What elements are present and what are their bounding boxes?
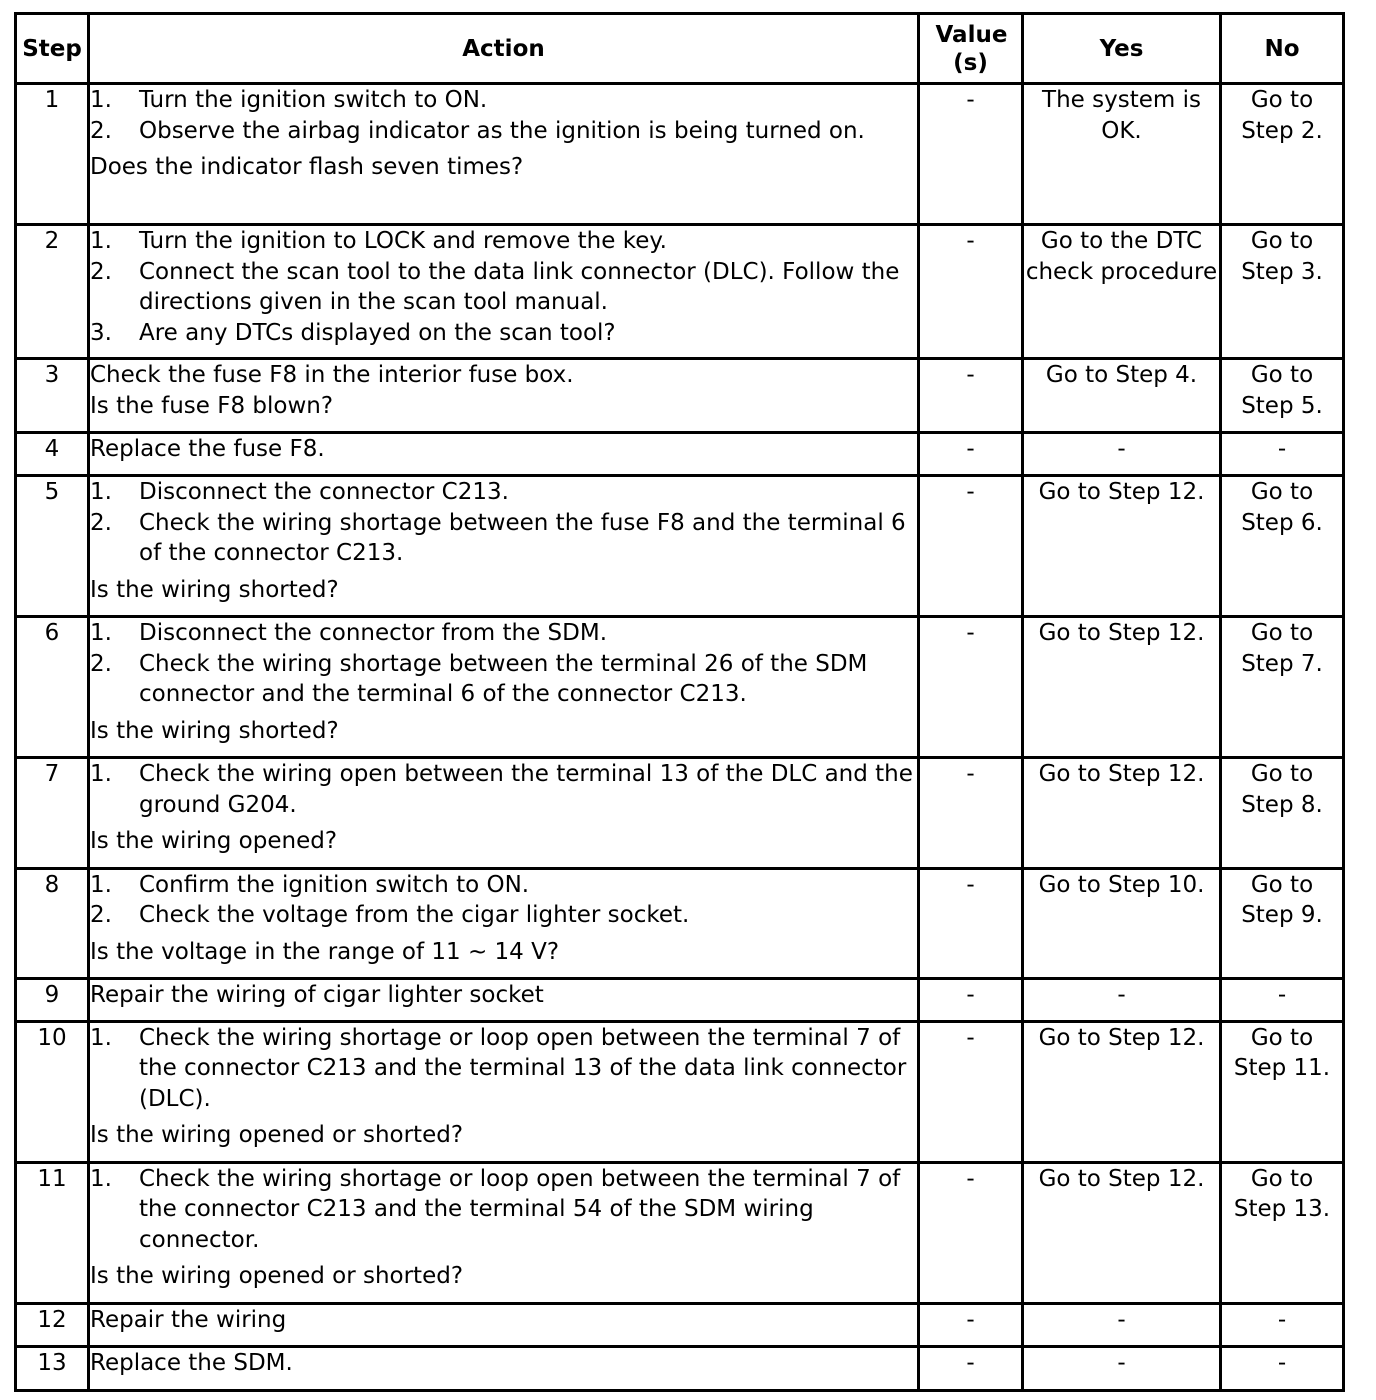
value-cell: - [920, 1348, 1024, 1392]
action-step-item: 1. Check the wiring shortage or loop open between the terminal 7 of the connector C213 and the terminal 13 of the data link connector (DLC). [90, 1024, 907, 1112]
action-text: Repair the wiring [90, 1306, 287, 1333]
value-cell: - [920, 980, 1024, 1023]
yes-cell: - [1024, 1348, 1222, 1392]
action-question: Is the wiring opened or shorted? [90, 1263, 464, 1290]
action-question: Is the fuse F8 blown? [90, 392, 334, 419]
table-row [17, 1164, 1345, 1305]
action-step-item: 2. Connect the scan tool to the data link connector (DLC). Follow the directions given in the scan tool manual. [90, 258, 900, 316]
action-question: Is the wiring opened or shorted? [90, 1122, 464, 1149]
action-step-item: 3. Are any DTCs displayed on the scan tool? [90, 319, 616, 346]
value-cell: - [920, 360, 1024, 434]
action-steps [90, 870, 917, 931]
diagnostic-table [14, 12, 1345, 1392]
no-cell: Go to Step 7. [1222, 618, 1345, 759]
table-row [17, 434, 1345, 477]
action-cell [90, 980, 920, 1023]
yes-cell: Go to Step 12. [1024, 618, 1222, 759]
action-steps [90, 477, 917, 569]
yes-cell: - [1024, 980, 1222, 1023]
header-no: No [1222, 15, 1345, 85]
action-cell [90, 759, 920, 869]
action-question: Is the voltage in the range of 11 ~ 14 V? [90, 938, 560, 965]
action-cell [90, 1023, 920, 1164]
action-step-item: 1. Confirm the ignition switch to ON. [90, 871, 530, 898]
action-cell [90, 226, 920, 360]
yes-cell: Go to Step 12. [1024, 1164, 1222, 1305]
step-number: 11 [17, 1164, 90, 1305]
action-cell [90, 870, 920, 980]
action-text: Replace the SDM. [90, 1349, 293, 1376]
action-steps [90, 226, 917, 348]
action-steps [90, 85, 917, 146]
action-cell [90, 1348, 920, 1392]
no-cell: Go to Step 13. [1222, 1164, 1345, 1305]
action-question: Does the indicator flash seven times? [90, 154, 524, 180]
header-step: Step [17, 15, 90, 85]
value-cell: - [920, 477, 1024, 618]
action-text: Replace the fuse F8. [90, 436, 325, 463]
value-cell: - [920, 434, 1024, 477]
table-row [17, 980, 1345, 1023]
step-number: 7 [17, 759, 90, 869]
yes-cell: Go to Step 12. [1024, 759, 1222, 869]
no-cell: Go to Step 11. [1222, 1023, 1345, 1164]
value-cell: - [920, 226, 1024, 360]
action-step-item: 2. Check the wiring shortage between the terminal 26 of the SDM connector and the terminal 6 of the connector C213. [90, 650, 868, 708]
yes-cell: The system is OK. [1024, 85, 1222, 226]
step-number: 3 [17, 360, 90, 434]
action-cell [90, 1164, 920, 1305]
action-step-item: 1. Disconnect the connector from the SDM. [90, 620, 608, 647]
step-number: 2 [17, 226, 90, 360]
yes-cell: Go to Step 4. [1024, 360, 1222, 434]
action-steps [90, 759, 917, 820]
header-row [17, 15, 1345, 85]
table-row [17, 759, 1345, 869]
action-step-item: 1. Check the wiring shortage or loop open between the terminal 7 of the connector C213 and the terminal 54 of the SDM wiring connector. [90, 1165, 901, 1253]
action-question: Is the wiring opened? [90, 828, 338, 855]
action-steps [90, 618, 917, 710]
no-cell: Go to Step 3. [1222, 226, 1345, 360]
table-row [17, 1305, 1345, 1348]
step-number: 10 [17, 1023, 90, 1164]
action-step-item: 1. Turn the ignition switch to ON. [90, 87, 488, 113]
action-text: Check the fuse F8 in the interior fuse box. [90, 362, 574, 389]
no-cell: Go to Step 6. [1222, 477, 1345, 618]
action-step-item: 2. Check the wiring shortage between the fuse F8 and the terminal 6 of the connector C213. [90, 509, 906, 567]
no-cell: Go to Step 5. [1222, 360, 1345, 434]
value-cell: - [920, 1164, 1024, 1305]
yes-cell: - [1024, 1305, 1222, 1348]
no-cell: - [1222, 1305, 1345, 1348]
step-number: 4 [17, 434, 90, 477]
action-cell [90, 360, 920, 434]
action-step-item: 1. Check the wiring open between the terminal 13 of the DLC and the ground G204. [90, 761, 913, 818]
table-row [17, 226, 1345, 360]
step-number: 5 [17, 477, 90, 618]
table-row [17, 618, 1345, 759]
yes-cell: Go to Step 12. [1024, 477, 1222, 618]
action-steps [90, 1023, 917, 1115]
no-cell: - [1222, 980, 1345, 1023]
no-cell: - [1222, 1348, 1345, 1392]
action-cell [90, 618, 920, 759]
yes-cell: - [1024, 434, 1222, 477]
value-cell: - [920, 1023, 1024, 1164]
header-yes: Yes [1024, 15, 1222, 85]
value-cell: - [920, 870, 1024, 980]
action-step-item: 1. Turn the ignition to LOCK and remove the key. [90, 228, 667, 255]
table-row [17, 870, 1345, 980]
yes-cell: Go to the DTC check procedure [1024, 226, 1222, 360]
table-row [17, 1348, 1345, 1392]
no-cell: Go to Step 9. [1222, 870, 1345, 980]
step-number: 13 [17, 1348, 90, 1392]
no-cell: Go to Step 8. [1222, 759, 1345, 869]
step-number: 12 [17, 1305, 90, 1348]
action-steps [90, 1164, 917, 1256]
table-row [17, 85, 1345, 226]
value-cell: - [920, 618, 1024, 759]
value-cell: - [920, 85, 1024, 226]
table-row [17, 477, 1345, 618]
action-step-item: 1. Disconnect the connector C213. [90, 479, 509, 506]
header-action: Action [90, 15, 920, 85]
action-cell [90, 1305, 920, 1348]
value-cell: - [920, 759, 1024, 869]
action-cell [90, 477, 920, 618]
action-question: Is the wiring shorted? [90, 717, 339, 744]
header-value: Value (s) [920, 15, 1024, 85]
action-cell [90, 434, 920, 477]
yes-cell: Go to Step 10. [1024, 870, 1222, 980]
step-number: 1 [17, 85, 90, 226]
table-row [17, 1023, 1345, 1164]
value-cell: - [920, 1305, 1024, 1348]
action-text: Repair the wiring of cigar lighter socket [90, 981, 544, 1008]
yes-cell: Go to Step 12. [1024, 1023, 1222, 1164]
action-step-item: 2. Observe the airbag indicator as the ignition is being turned on. [90, 117, 865, 144]
action-cell [90, 85, 920, 226]
action-question: Is the wiring shorted? [90, 576, 339, 603]
step-number: 6 [17, 618, 90, 759]
step-number: 8 [17, 870, 90, 980]
action-step-item: 2. Check the voltage from the cigar lighter socket. [90, 902, 690, 929]
no-cell: Go to Step 2. [1222, 85, 1345, 226]
no-cell: - [1222, 434, 1345, 477]
table-row [17, 360, 1345, 434]
step-number: 9 [17, 980, 90, 1023]
